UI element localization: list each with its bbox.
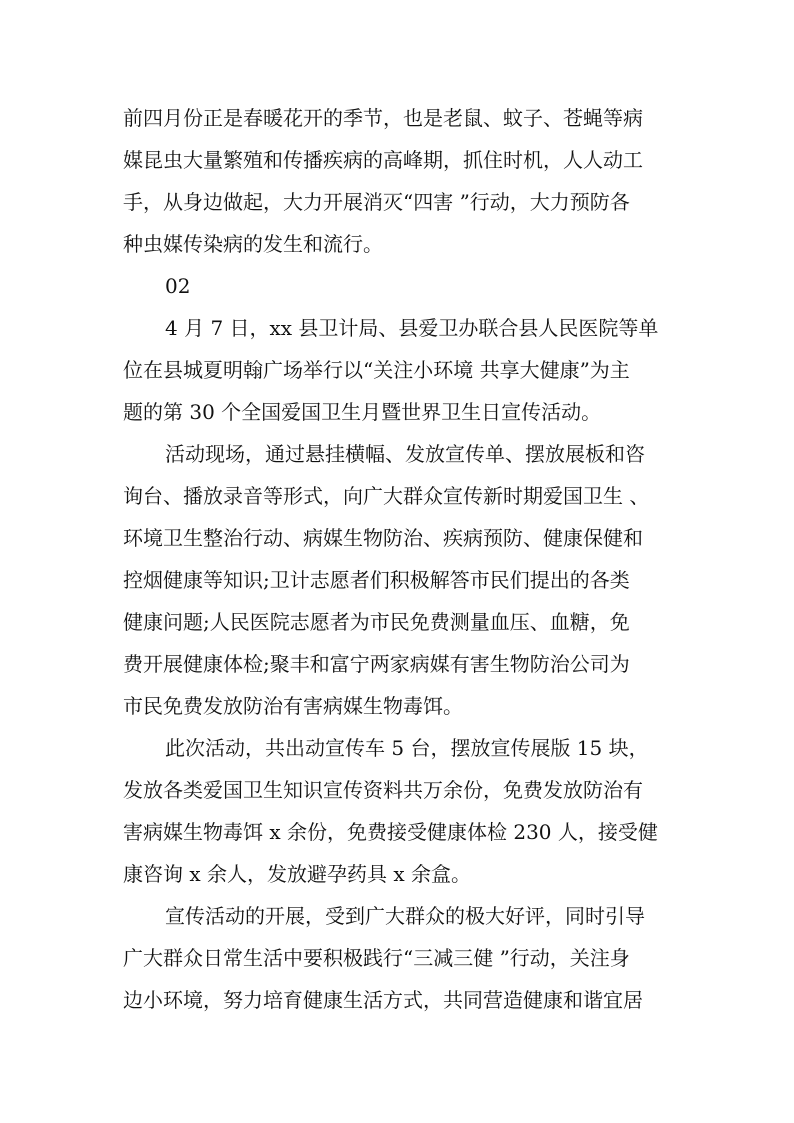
text-line: 种虫媒传染病的发生和流行。 [123, 232, 383, 256]
text-line: 宣传活动的开展，受到广大群众的极大好评，同时引导 [165, 904, 645, 928]
text-line: 边小环境，努力培育健康生活方式，共同营造健康和谐宜居 [123, 988, 643, 1012]
text-line: 康咨询 x 余人，发放避孕药具 x 余盒。 [123, 862, 471, 886]
text-line: 4 月 7 日，xx 县卫计局、县爱卫办联合县人民医院等单 [165, 316, 659, 340]
text-line: 询台、播放录音等形式，向广大群众宣传新时期爱国卫生 、 [123, 484, 650, 508]
text-line: 题的第 30 个全国爱国卫生月暨世界卫生日宣传活动。 [123, 400, 602, 424]
text-line: 市民免费发放防治有害病媒生物毒饵。 [123, 694, 463, 718]
text-line: 活动现场，通过悬挂横幅、发放宣传单、摆放展板和咨 [165, 442, 645, 466]
text-line: 手，从身边做起，大力开展消灭“四害 ”行动，大力预防各 [123, 190, 630, 214]
text-line: 费开展健康体检;聚丰和富宁两家病媒有害生物防治公司为 [123, 652, 630, 676]
text-line: 媒昆虫大量繁殖和传播疾病的高峰期，抓住时机，人人动工 [123, 148, 643, 172]
section-number: 02 [165, 274, 191, 298]
text-line: 害病媒生物毒饵 x 余份，免费接受健康体检 230 人，接受健 [123, 820, 658, 844]
text-line: 健康问题;人民医院志愿者为市民免费测量血压、血糖，免 [123, 610, 630, 634]
text-line: 广大群众日常生活中要积极践行“三减三健 ”行动，关注身 [123, 946, 630, 970]
text-line: 位在县城夏明翰广场举行以“关注小环境 共享大健康”为主 [123, 358, 630, 382]
text-line: 环境卫生整治行动、病媒生物防治、疾病预防、健康保健和 [123, 526, 643, 550]
text-line: 控烟健康等知识;卫计志愿者们积极解答市民们提出的各类 [123, 568, 630, 592]
text-line: 前四月份正是春暖花开的季节，也是老鼠、蚊子、苍蝇等病 [123, 106, 643, 130]
text-line: 发放各类爱国卫生知识宣传资料共万余份，免费发放防治有 [123, 778, 643, 802]
text-line: 此次活动，共出动宣传车 5 台，摆放宣传展版 15 块， [165, 736, 649, 760]
